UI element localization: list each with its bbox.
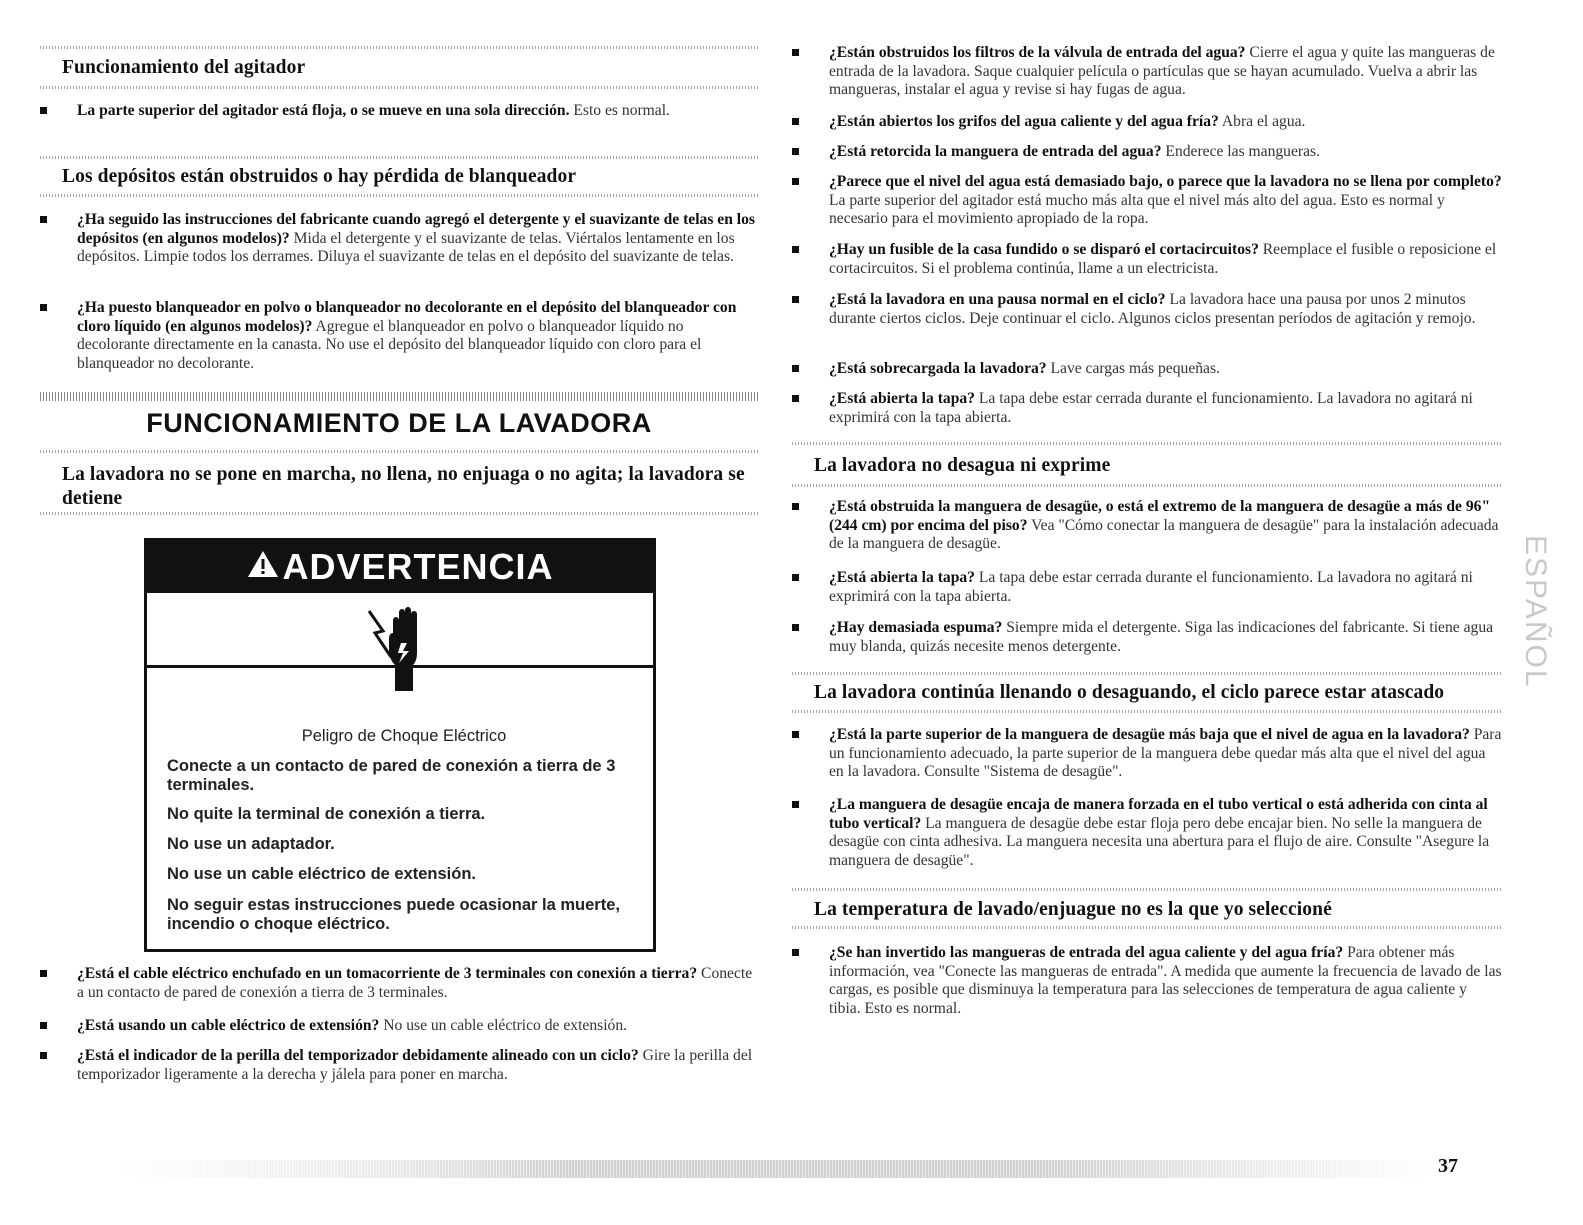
bullet-icon xyxy=(792,246,799,253)
page-number: 37 xyxy=(1438,1155,1458,1177)
warning-text-area xyxy=(147,665,653,949)
footer-bar xyxy=(118,1160,1436,1178)
section-title-no-drain: La lavadora no desagua ni exprime xyxy=(814,455,1111,476)
warning-triangle-icon xyxy=(246,546,280,588)
bullet-icon xyxy=(792,574,799,581)
divider xyxy=(40,86,758,89)
list-item: ¿Están abiertos los grifos del agua caliente y del agua fría? Abra el agua. xyxy=(792,113,1502,132)
section-title-agitator: Funcionamiento del agitador xyxy=(62,57,306,78)
section-title-line: La lavadora no se pone en marcha, no llena, no enjuaga o no agita; la lavadora se xyxy=(62,464,745,485)
list-item: ¿Está abierta la tapa? La tapa debe estar cerrada durante el funcionamiento. La lavadora no agitará ni exprimirá con la tapa abierta. xyxy=(792,390,1502,427)
list-item: ¿Está el cable eléctrico enchufado en un tomacorriente de 3 terminales con conexión a tierra? Conecte a un contacto de pared de conexión a tierra de 3 terminales. xyxy=(40,965,758,1002)
bullet-icon xyxy=(792,731,799,738)
bullet-icon xyxy=(40,1052,47,1059)
divider xyxy=(792,888,1502,891)
bullet-icon xyxy=(792,949,799,956)
bullet-icon xyxy=(40,970,47,977)
list-item: ¿Ha puesto blanqueador en polvo o blanqueador no decolorante en el depósito del blanqueador con cloro líquido (en algunos modelos)? Agregue el blanqueador en polvo o blanqueador líquido no decolorante directamente en la canasta. No use el depósito del blanqueador líquido con cloro para el blanqueador no decolorante. xyxy=(40,299,758,373)
divider xyxy=(792,926,1502,929)
list-item: ¿Hay demasiada espuma? Siempre mida el detergente. Siga las indicaciones del fabricante. Si tiene agua muy blanda, quizás necesite menos detergente. xyxy=(792,619,1502,656)
section-title-dispensers: Los depósitos están obstruidos o hay pérdida de blanqueador xyxy=(62,166,577,187)
bullet-icon xyxy=(40,107,47,114)
section-title-not-starting xyxy=(62,463,762,511)
bullet-icon xyxy=(792,296,799,303)
warning-box xyxy=(144,538,656,952)
divider xyxy=(40,194,758,197)
bullet-icon xyxy=(40,1022,47,1029)
divider xyxy=(40,46,758,49)
list-item: ¿Está la parte superior de la manguera de desagüe más baja que el nivel de agua en la lavadora? Para un funcionamiento adecuado, la parte superior de la manguera debe quedar más alta que el nivel del agua en la lavadora. Consulte "Sistema de desagüe". xyxy=(792,726,1502,782)
main-title: FUNCIONAMIENTO DE LA LAVADORA xyxy=(146,408,652,438)
divider xyxy=(792,710,1502,713)
bullet-icon xyxy=(792,178,799,185)
list-item: ¿Está sobrecargada la lavadora? Lave cargas más pequeñas. xyxy=(792,360,1502,379)
bullet-icon xyxy=(792,118,799,125)
list-item: ¿La manguera de desagüe encaja de manera forzada en el tubo vertical o está adherida con cinta al tubo vertical? La manguera de desagüe debe estar floja pero debe encajar bien. No selle la manguera de desagüe con cinta adhesiva. La manguera necesita una abertura para el flujo de aire. Consulte "Asegure la manguera de desagüe". xyxy=(792,796,1502,870)
bullet-icon xyxy=(40,216,47,223)
section-title-keeps-filling: La lavadora continúa llenando o desaguando, el ciclo parece estar atascado xyxy=(814,682,1445,703)
bullet-icon xyxy=(792,801,799,808)
bullet-icon xyxy=(792,624,799,631)
warning-title: ADVERTENCIA xyxy=(282,546,554,587)
warning-instruction: No use un adaptador. xyxy=(167,835,335,853)
list-item: ¿Ha seguido las instrucciones del fabricante cuando agregó el detergente y el suavizante de telas en los depósitos (en algunos modelos)? Mida el detergente y el suavizante de telas. Viértalos lentamente en los depósitos. Limpie todos los derrames. Diluya el suavizante de telas en el depósito del suavizante de telas. xyxy=(40,211,758,267)
divider xyxy=(40,512,758,515)
bullet-icon xyxy=(792,148,799,155)
bullet-icon xyxy=(792,503,799,510)
list-item: ¿Se han invertido las mangueras de entrada del agua caliente y del agua fría? Para obtener más información, vea "Conecte las mangueras de entrada". A medida que aumente la frecuencia de lavado de las cargas, es posible que disminuya la temperatura para las selecciones de temperatura de agua caliente y tibia. Esto es normal. xyxy=(792,944,1502,1018)
list-item: ¿Está obstruida la manguera de desagüe, o está el extremo de la manguera de desagüe a más de 96" (244 cm) por encima del piso? Vea "Cómo conectar la manguera de desagüe" para la instalación adecuada de la manguera de desagüe. xyxy=(792,498,1502,554)
list-item: ¿Está usando un cable eléctrico de extensión? No use un cable eléctrico de extensión. xyxy=(40,1017,758,1036)
list-item: ¿Están obstruidos los filtros de la válvula de entrada del agua? Cierre el agua y quite las mangueras de entrada de la lavadora. Saque cualquier película o partículas que se hayan acumulado. Vuelva a abrir las mangueras, instalar el agua y revise si hay fugas de agua. xyxy=(792,44,1502,100)
bullet-icon xyxy=(792,365,799,372)
bullet-icon xyxy=(792,395,799,402)
divider xyxy=(40,392,758,401)
list-item: ¿Está el indicador de la perilla del temporizador debidamente alineado con un ciclo? Gire la perilla del temporizador ligeramente a la derecha y jálela para poner en marcha. xyxy=(40,1047,758,1084)
list-item: ¿Está retorcida la manguera de entrada del agua? Enderece las mangueras. xyxy=(792,143,1502,162)
hazard-label: Peligro de Choque Eléctrico xyxy=(301,727,507,745)
bullet-icon xyxy=(40,304,47,311)
list-item: ¿Hay un fusible de la casa fundido o se disparó el cortacircuitos? Reemplace el fusible o reposicione el cortacircuitos. Si el problema continúa, llame a un electricista. xyxy=(792,241,1502,278)
divider xyxy=(792,484,1502,487)
warning-instruction: No use un cable eléctrico de extensión. xyxy=(167,865,477,883)
list-item: La parte superior del agitador está floja, o se mueve en una sola dirección. Esto es normal. xyxy=(40,102,758,121)
warning-consequence: No seguir estas instrucciones puede ocasionar la muerte, incendio o choque eléctrico. xyxy=(167,896,620,933)
warning-instruction: Conecte a un contacto de pared de conexión a tierra de 3 terminales. xyxy=(167,757,616,794)
bullet-icon xyxy=(792,49,799,56)
divider xyxy=(792,672,1502,675)
section-title-line: detiene xyxy=(62,488,123,509)
divider xyxy=(792,442,1502,445)
warning-instruction: No quite la terminal de conexión a tierra. xyxy=(167,805,486,823)
divider xyxy=(40,450,758,453)
warning-header xyxy=(147,541,653,593)
language-tab-label: ESPAÑOL xyxy=(1519,535,1552,689)
list-item: ¿Está la lavadora en una pausa normal en el ciclo? La lavadora hace una pausa por unos 2 minutos durante ciertos ciclos. Deje continuar el ciclo. Algunos ciclos presentan períodos de agitación y remojo. xyxy=(792,291,1502,328)
divider xyxy=(40,156,758,159)
list-item: ¿Parece que el nivel del agua está demasiado bajo, o parece que la lavadora no se llena por completo? La parte superior del agitador está mucho más alta que el nivel más alto del agua. Esto es normal y necesario para el movimiento apropiado de la ropa. xyxy=(792,173,1502,229)
list-item: ¿Está abierta la tapa? La tapa debe estar cerrada durante el funcionamiento. La lavadora no agitará ni exprimirá con la tapa abierta. xyxy=(792,569,1502,606)
section-title-temperature: La temperatura de lavado/enjuague no es la que yo seleccioné xyxy=(814,899,1332,920)
